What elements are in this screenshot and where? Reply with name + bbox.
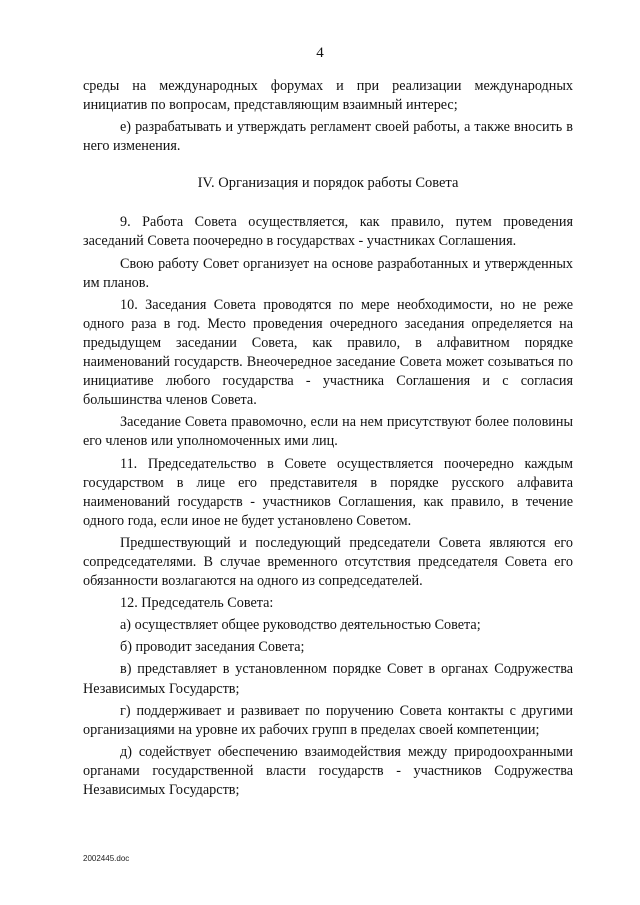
paragraph-item-d: д) содействует обеспечению взаимодействия между природоохранными органами государственной власти государств - участников Содружества Независимых Государств; [83,743,573,798]
page-number: 4 [316,45,324,61]
paragraph-plans: Свою работу Совет организует на основе разработанных и утвержденных им планов. [83,255,573,291]
paragraph-9: 9. Работа Совета осуществляется, как правило, путем проведения заседаний Совета поочередно в государствах - участниках Соглашения. [83,214,573,250]
paragraph-item-e: е) разрабатывать и утверждать регламент своей работы, а также вносить в него изменения. [83,119,573,155]
paragraph-co-chairs: Предшествующий и последующий председатели Совета являются его сопредседателями. В случае временного отсутствия председателя Совета его обязанности возлагаются на одного из сопредседателей. [83,534,573,590]
paragraph-item-v: в) представляет в установленном порядке Совет в органах Содружества Независимых Государств; [83,661,573,697]
paragraph-continuation: среды на международных форумах и при реализации международных инициатив по вопросам, представляющим взаимный интерес; [83,78,573,114]
paragraph-item-a: а) осуществляет общее руководство деятельностью Совета; [120,617,481,634]
paragraph-12: 12. Председатель Совета: [120,595,274,612]
paragraph-item-b: б) проводит заседания Совета; [120,639,305,656]
paragraph-quorum: Заседание Совета правомочно, если на нем присутствуют более половины его членов или уполномоченных ими лиц. [83,414,573,450]
section-heading: IV. Организация и порядок работы Совета [197,175,459,192]
document-body [83,77,573,803]
paragraph-10: 10. Заседания Совета проводятся по мере необходимости, но не реже одного раза в год. Место проведения очередного заседания определяется на предыдущем заседании Совета, как правило, в алфавитном порядке наименований государств. Внеочередное заседание Совета может созываться по инициативе любого государства - участника Соглашения и с согласия большинства членов Совета. [83,296,573,409]
footer-filename: 2002445.doc [83,854,130,863]
paragraph-item-g: г) поддерживает и развивает по поручению Совета контакты с другими организациями на уровне их рабочих групп в пределах своей компетенции; [83,702,573,738]
paragraph-11: 11. Председательство в Совете осуществляется поочередно каждым государством в лице его представителя в порядке русского алфавита наименований государств - участников Соглашения, как правило, в течение одного года, если иное не будет установлено Советом. [83,455,573,529]
